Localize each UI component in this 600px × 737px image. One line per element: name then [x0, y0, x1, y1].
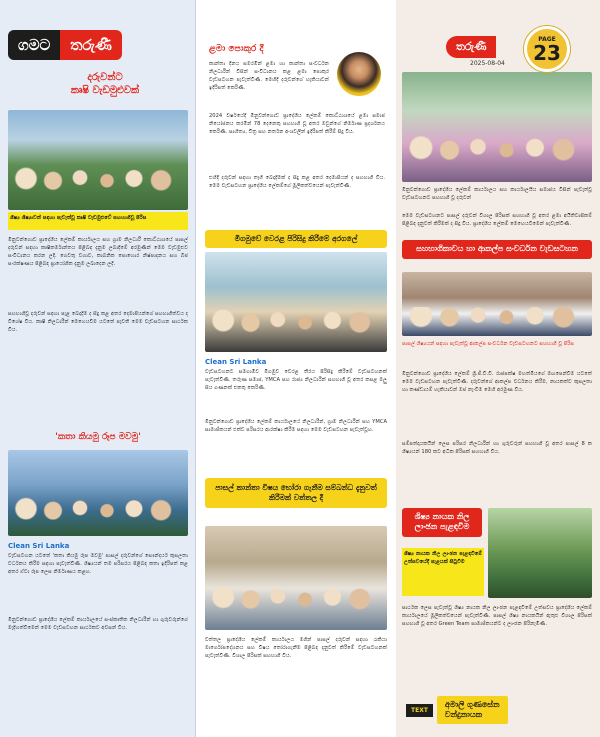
author-name: අමාලි ගුණසේන වන්දුනායක: [437, 696, 508, 723]
photo-story-images: [8, 450, 188, 536]
article-body-5: වත්තල ප්‍රාදේශීය ලේකම් කාර්යාලය මගින් පාසල් දරුවන් සඳහා රැකියා මාර්ගෝපදේශනය සහ විෂය තෝරාගැනීම පිළිබඳ දැනුවත් කිරීමේ වැඩසටහනක් පැවැත්විණි. විශාල පිරිසක් සහභාගී විය.: [205, 637, 387, 660]
article-body-3: වැඩසටහනට සමගාමීව මීගමුව වෙරළ තීරය පිරිසිදු කිරීමේ වැඩසටහනක් පැවැත්විණි. තරුණ සමාජ, YMCA සහ රාජ්‍ය නිලධාරීන් සහභාගී වූ අතර කසළ මලු සිය ගණනක් එකතු කෙරිණි.: [205, 369, 387, 392]
banner-beach-cleanup: මීගමුවේ වෙරළ පිරිසිදු කිරීමේ අරගලේ: [205, 230, 387, 248]
banner-subject-selection: පාසල් කාන්තා විෂය භෝරා ගැනීම සම්බන්ධ දැනුවත් කිරීමක් වත්තල දී: [205, 478, 387, 508]
author-label: TEXT: [406, 704, 433, 717]
headline-agri-workshop: දරුවන්ට කෘෂි වැඩමුළුවක්: [70, 72, 140, 96]
author-box: [406, 690, 556, 730]
photo-beach-cleanup: [205, 252, 387, 352]
article-body-1: මෙම වැඩසටහනට පාසල් දරුවන් විශාල පිරිසක් සහභාගී වූ අතර ළමා අයිතිවාසිකම් පිළිබඳ දැනුවත් කිරීමක් ද සිදු විය. ප්‍රාදේශීය ලේකම් මෙහෙයවීමෙන් පැවැත්විණි.: [402, 213, 592, 228]
article-body-3: වැඩසටහන යටතේ 'කතා කියමු රූප මවමු' පාසල් දරුවන්ගේ සෞන්දර්ය කුසලතා වර්ධනය කිරීම සඳහා පැවැත්විණි. ශිෂ්‍යයන් තම පරිසරය පිළිබඳ කතා ඉදිරිපත් කළ අතර ඒවා රූප ලෙස නිර්මාණය කළහ.: [8, 553, 188, 576]
photo-attitude-program: [402, 272, 592, 336]
middle-column: [197, 0, 395, 737]
masthead: [8, 30, 158, 60]
article-body-2: මීනුවන්ගොඩ ප්‍රාදේශීය ලේකම් ශ්‍රී.ජී.වී.වී. රාජපක්ෂ මහත්මියගේ මඟපෙන්වීම යටතේ මෙම වැඩසටහන පැවැත්විණි. දරුවන්ගේ ආකල්ප වර්ධනය කිරීම, නායකත්ව කුසලතා හා කණ්ඩායම් හැකියාවන් ඔප් නැංවීම මෙහි අරමුණ විය.: [402, 371, 592, 394]
masthead-part-b: තරුණී: [60, 30, 122, 60]
banner-attitude-program: සහභාගිකාවය හා ආකල්ප සංවර්ධන වැඩසටහන: [402, 240, 592, 259]
photo-people: [8, 165, 188, 210]
page-number-badge: [524, 26, 570, 72]
photo-people: [402, 133, 592, 183]
photo-people: [205, 583, 387, 630]
photo-caption-2: පාසල් ශිෂ්‍යයන් සඳහා පැවැත්වූ ආකල්ප සංවර්ධන වැඩසටහනට සහභාගී වූ පිරිස: [402, 341, 575, 347]
article-body-4: මීනුවන්ගොඩ ප්‍රාදේශීය ලේකම් කාර්යාලයේ නිලධාරීන්, ග්‍රාම නිලධාරීන් සහ YMCA සාමාජිකයන් එක්ව පරිසරය ආරක්ෂා කිරීම සඳහා මෙම වැඩසටහන පැවැත්වූහ.: [205, 419, 387, 434]
brand-line: Clean Sri Lanka: [8, 542, 70, 550]
article-body-3: සම්පත්දායකයින් ලෙස පරිසර නිලධාරීන් හා ගුරුවරුන් සහභාගී වූ අතර පාසල් 8 ක ශිෂ්‍යයන් 180 කට අධික පිරිසක් සහභාගී විය.: [402, 441, 592, 456]
page-word: PAGE: [538, 35, 556, 43]
photo-portrait: [337, 52, 381, 96]
photo-subject-selection: [205, 526, 387, 630]
masthead-part-a: ගමට: [8, 30, 60, 60]
banner-student-leaders: ශිෂ්‍ය නායක නිල ලාංඡන පැළඳවීම: [402, 508, 482, 537]
headline-child-cluster: ළමා පොකුර දී: [209, 44, 264, 54]
article-body-2: එහිදී දරුවන් සඳහා තෑගි බෙදාදීමක් ද සිදු කළ අතර දෙමාපියන් ද සහභාගී විය. මෙම වැඩසටහන ප්‍රාදේශීය ලේකම්ගේ මූලිකත්වයෙන් පැවැත්විණි.: [209, 175, 385, 190]
photo-people: [205, 307, 387, 352]
article-intro: කාන්තා දිනය සමරමින් ළමා හා කාන්තා සංවර්ධන නිලධාරීන් විසින් සංවිධානය කළ ළමා පොකුර වැඩසටහන පැවැත්විණි. මෙහිදී දරුවන්ගේ හැකියාවන් ඉදිරිපත් කෙරිණි.: [209, 61, 329, 92]
page-number: 23: [533, 40, 561, 65]
right-column: [396, 0, 600, 737]
photo-agri-workshop: [8, 110, 188, 210]
article-body-4: සාර්ථක ලෙස පැවැත්වූ ශිෂ්‍ය නායක නිල ලාංඡන පැළඳවීමේ උත්සවය ප්‍රාදේශීය ලේකම් කාර්යාලයේ මූලිකත්වයෙන් පැවැත්විණි. පාසල් ශිෂ්‍ය නායකයින් ඇතුළු විශාල පිරිසක් සහභාගී වූ අතර Green Team සාමාජිකයන්ට ද ලාංඡන පිරිනැමිණි.: [402, 605, 592, 628]
photo-student-leaders: [488, 508, 592, 598]
article-body-1: 2024 වර්ෂයේදී මීනුවන්ගොඩ ප්‍රාදේශීය ලේකම් කොට්ඨාශයේ ළමා සමාජ නියෝජනය කරමින් 78 දෙනෙකු සහභාගි වූ අතර ඔවුන්ගේ නිර්මාණ ප්‍රදර්ශනය කෙරිණි. සාහිත්‍ය, චිත්‍ර සහ නර්තන අංශවලින් ඉදිරිපත් කිරීම් සිදු විය.: [209, 113, 385, 136]
photo-caption: ශිෂ්‍ය ශිෂ්‍යාවන් සඳහා පැවැත්වූ කෘෂි වැඩමුළුවේ සහභාගිවූ පිරිස: [8, 212, 188, 230]
section-tag: තරුණී: [446, 36, 496, 58]
headline-story-images: 'කතා කියමු රූප මවමු': [55, 432, 141, 442]
photo-people: [402, 307, 592, 336]
article-body-1: මීනුවන්ගොඩ ප්‍රාදේශීය ලේකම් කාර්යාලය සහ ග්‍රාම නිලධාරී කොට්ඨාශයේ පාසල් දරුවන් සඳහා කෘෂිකර්මාන්තය පිළිබඳ දැනුම ලබාදීමේ අරමුණින් මෙම වැඩමුළුව සංවිධානය කරන ලදී. ගෙවතු වගාව, කාබනික පොහොර නිෂ්පාදනය සහ බීජ සංරක්ෂණය පිළිබඳ ප්‍රායෝගික දැනුම ලබාදෙන ලදී.: [8, 237, 188, 268]
page-date: 2025-08-04: [470, 60, 505, 67]
brand-line: Clean Sri Lanka: [205, 358, 267, 366]
photo-caption-3: ශිෂ්‍ය නායක නිල ලාංඡන පැළඳවීමේ උත්සවයේදී පැළයක් සිටුවීම: [402, 548, 484, 596]
photo-children: [402, 72, 592, 182]
photo-caption: මීනුවන්ගොඩ ප්‍රාදේශීය ලේකම් කාර්යාලය සහ කාර්යාලයීය සමාජය විසින් පැවැත්වූ වැඩසටහනට සහභාගී වූ දරුවන්: [402, 187, 592, 202]
left-column: [0, 0, 196, 737]
article-body-4: මීනුවන්ගොඩ ප්‍රාදේශීය ලේකම් කාර්යාලයේ සංස්කෘතික නිලධාරීන් හා ගුරුවරුන්ගේ මැදිහත්වීමෙන් මෙම වැඩසටහන සාර්ථකව අවසන් විය.: [8, 617, 188, 632]
article-body-2: සහභාගිවූ දරුවන් සඳහා පැළ බෙදාදීම ද සිදු කළ අතර දෙමාපියන්ගේ සහභාගීත්වය ද විශේෂ විය. කෘෂි නිලධාරීන් මෙහෙයවීම යටතේ පැවති මෙම වැඩසටහන සාර්ථක විය.: [8, 311, 188, 334]
photo-people: [8, 497, 188, 536]
